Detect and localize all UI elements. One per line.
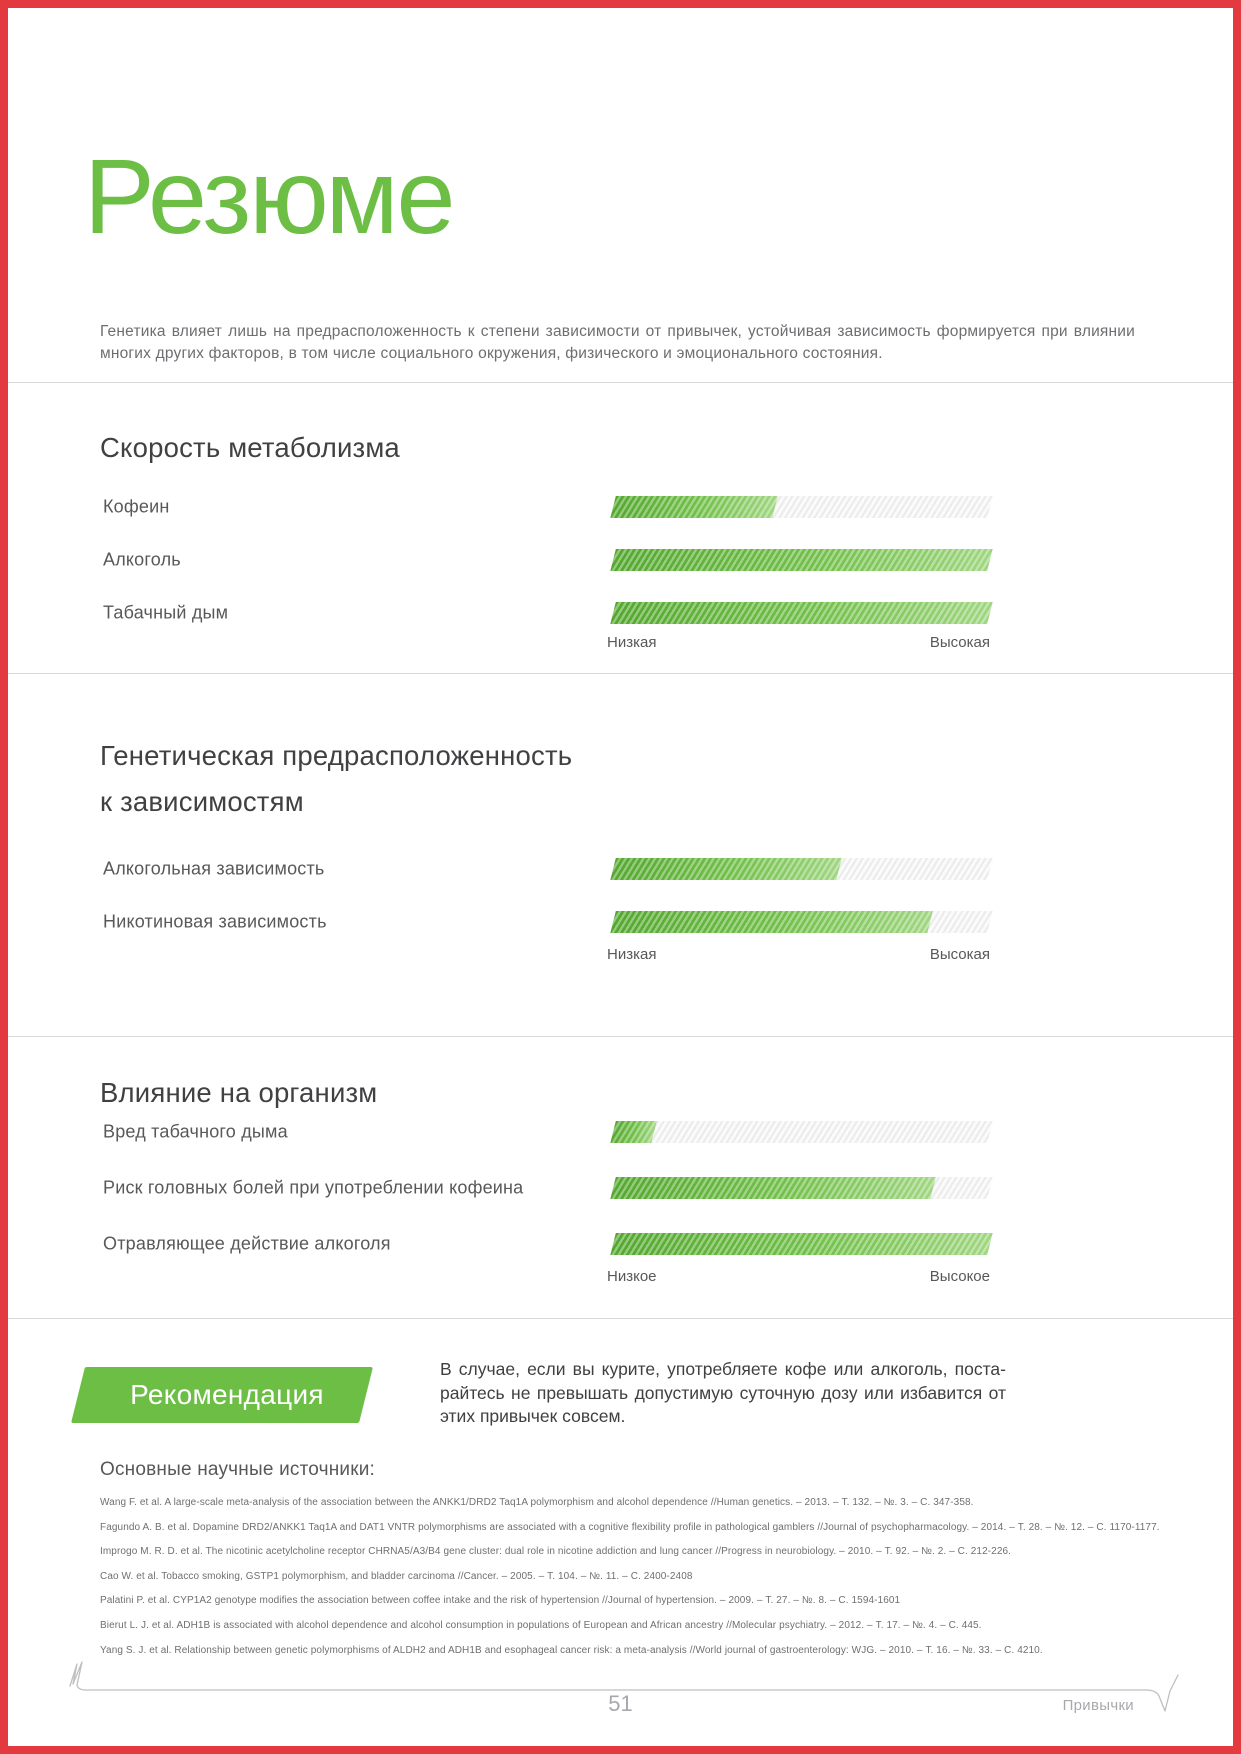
trait-row (0, 586, 1241, 639)
section-heading (100, 425, 400, 471)
level-bar-fill (610, 911, 932, 933)
trait-label: Никотиновая зависимость (103, 911, 327, 931)
section-heading (100, 733, 572, 825)
level-bar-track (610, 911, 992, 933)
level-bar-track (610, 496, 992, 518)
scale-label-low: Низкая (607, 634, 657, 651)
scale-label-low: Низкая (607, 946, 657, 963)
trait-label: Табачный дым (103, 602, 229, 622)
level-bar-fill (610, 1121, 657, 1143)
trait-row (0, 480, 1241, 533)
scale-label-low: Низкое (607, 1268, 657, 1285)
trait-row (0, 1160, 1241, 1216)
level-bar-fill (610, 1233, 992, 1255)
level-bar-track (610, 1177, 992, 1199)
recommendation-line: В случае, если вы курите, употребляете кофе или алкоголь, поста- (440, 1359, 1006, 1379)
footer-rule-decoration (0, 1650, 1241, 1730)
level-bar-track (610, 858, 992, 880)
separator (8, 673, 1233, 674)
sources-heading: Основные научные источники: (100, 1459, 376, 1480)
level-bar-fill (610, 858, 842, 880)
scale-labels (607, 946, 990, 963)
level-bar-fill (610, 496, 778, 518)
reference-item: Improgo M. R. D. et al. The nicotinic acetylcholine receptor CHRNA5/A3/B4 gene cluster: dual role in nicotine addiction and lung cancer //Progress in neurobiology. – 2010. – Т. 92. – №. 2. – С. 212-226. (100, 1546, 1012, 1558)
reference-item: Cao W. et al. Tobacco smoking, GSTP1 polymorphism, and bladder carcinoma //Cancer. – 2005. – Т. 104. – №. 11. – С. 2400-2408 (100, 1570, 693, 1582)
level-bar-fill (610, 602, 992, 624)
scale-labels (607, 1268, 990, 1285)
trait-label: Алкогольная зависимость (103, 858, 325, 878)
level-bar-track (610, 1121, 992, 1143)
trait-row (0, 895, 1241, 948)
page-number: 51 (608, 1691, 633, 1716)
scale-label-high: Высокое (929, 1268, 990, 1285)
trait-label: Вред табачного дыма (103, 1121, 288, 1142)
intro-paragraph: Генетика влияет лишь на предрасположенность к степени зависимости от привычек, устойчивая зависимость формируется при влиянии многих других факторов, в том числе социального окружения, физического и эмоционального состояния. (100, 322, 1135, 362)
trait-label: Отравляющее действие алкоголя (103, 1233, 391, 1254)
trait-label: Алкоголь (103, 549, 181, 569)
page-title: Резюме (84, 138, 454, 256)
reference-item: Palatini P. et al. CYP1A2 genotype modifies the association between coffee intake and the risk of hypertension //Journal of hypertension. – 2009. – Т. 27. – №. 8. – С. 1594-1601 (100, 1595, 901, 1607)
trait-row (0, 842, 1241, 895)
footer-section-label: Привычки (1062, 1697, 1134, 1714)
separator (8, 382, 1233, 383)
level-bar-track (610, 602, 992, 624)
recommendation-line: райтесь не превышать допустимую суточную дозу или избавится от (440, 1382, 1006, 1403)
section-heading-line: Влияние на организм (100, 1077, 378, 1108)
separator (8, 1318, 1233, 1319)
recommendation-line: этих привычек совсем. (440, 1406, 626, 1426)
reference-item: Yang S. J. et al. Relationship between genetic polymorphisms of ALDH2 and ADH1B and esophageal cancer risk: a meta-analysis //World journal of gastroenterology: WJG. – 2010. – Т. 16. – №. 33. – С. 4210. (100, 1644, 1043, 1656)
reference-item: Wang F. et al. A large-scale meta-analysis of the association between the ANKK1/DRD2 Taq1A polymorphism and alcohol dependence //Human genetics. – 2013. – Т. 132. – №. 3. – С. 347-358. (100, 1497, 974, 1508)
trait-label: Кофеин (103, 496, 170, 516)
section-heading-line: к зависимостям (100, 786, 304, 817)
reference-item: Bierut L. J. et al. ADH1B is associated with alcohol dependence and alcohol consumption in populations of European and African ancestry //Molecular psychiatry. – 2012. – Т. 17. – №. 4. – С. 445. (100, 1619, 982, 1631)
level-bar-fill (610, 549, 992, 571)
level-bar-track (610, 1233, 992, 1255)
scale-label-high: Высокая (929, 946, 990, 963)
trait-row (0, 533, 1241, 586)
bar-rows (0, 842, 1241, 948)
level-bar-fill (610, 1177, 936, 1199)
trait-label: Риск головных болей при употреблении кофеина (103, 1177, 524, 1198)
bar-rows (0, 480, 1241, 639)
trait-row (0, 1216, 1241, 1272)
bar-rows (0, 1104, 1241, 1272)
section-heading-line: Скорость метаболизма (100, 432, 400, 463)
sources-list (100, 1491, 1180, 1663)
separator (8, 1036, 1233, 1037)
reference-item: Fagundo A. B. et al. Dopamine DRD2/ANKK1 Taq1A and DAT1 VNTR polymorphisms are associated with a cognitive flexibility profile in pathological gamblers //Journal of psychopharmacology. – 2014. – Т. 28. – №. 12. – С. 1170-1177. (100, 1521, 1160, 1533)
level-bar-track (610, 549, 992, 571)
recommendation-banner-label: Рекомендация (130, 1379, 324, 1410)
recommendation-text (440, 1358, 1006, 1429)
trait-row (0, 1104, 1241, 1160)
scale-labels (607, 634, 990, 651)
scale-label-high: Высокая (929, 634, 990, 651)
section-heading-line: Генетическая предрасположенность (100, 740, 573, 771)
